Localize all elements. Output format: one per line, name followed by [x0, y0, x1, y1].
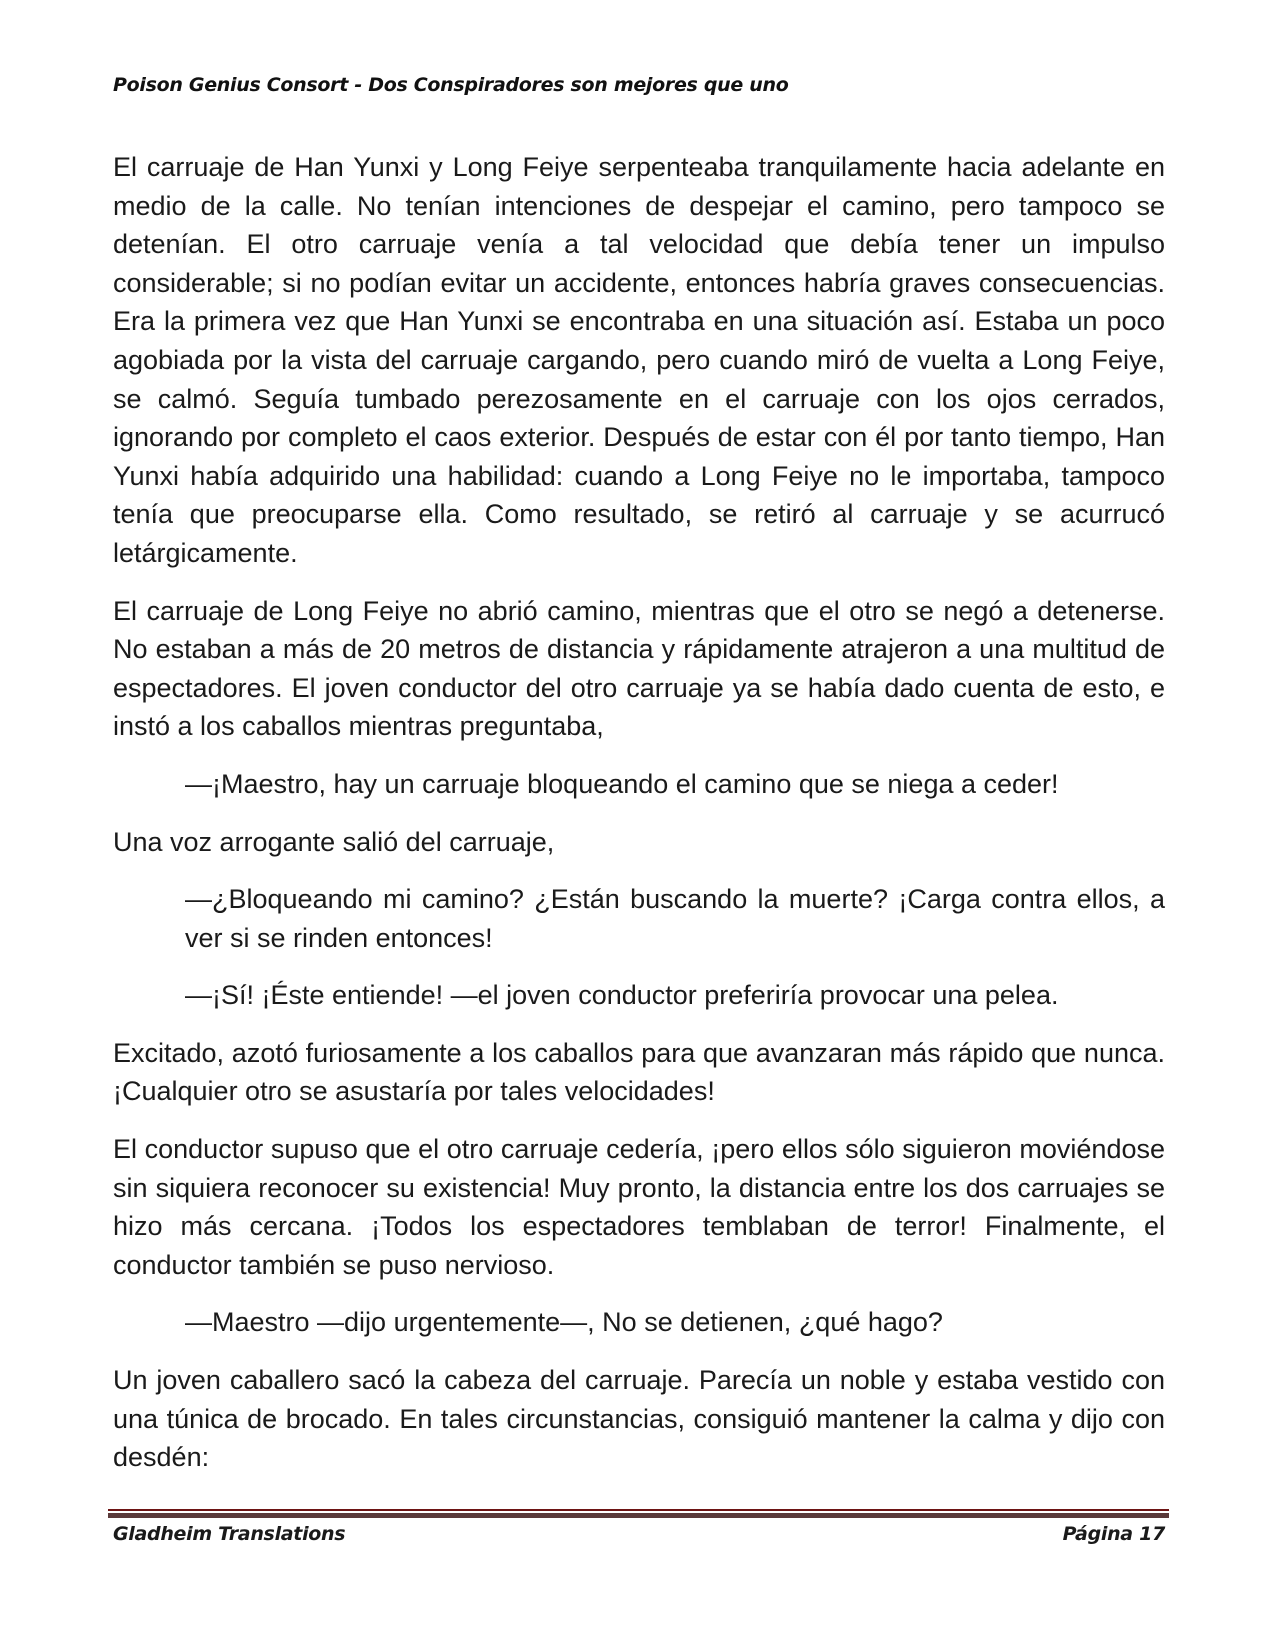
- dialogue-line: —Maestro —dijo urgentemente—, No se detienen, ¿qué hago?: [185, 1307, 943, 1338]
- dialogue-line: —¡Maestro, hay un carruaje bloqueando el camino que se niega a ceder!: [185, 768, 1059, 799]
- document-body: [113, 148, 1165, 1496]
- footer-divider-thick: [108, 1513, 1169, 1518]
- footer-page-number: Página 17: [1062, 1523, 1165, 1545]
- paragraph: El conductor supuso que el otro carruaje cedería, ¡pero ellos sólo siguieron moviéndose sin siquiera reconocer su existencia! Muy pronto, la distancia entre los dos carruajes se hizo más cercana. ¡Todos los espectadores temblaban de terror! Finalmente, el conductor también se puso nervioso.: [113, 1134, 1165, 1280]
- footer-publisher: Gladheim Translations: [113, 1523, 346, 1545]
- paragraph: El carruaje de Long Feiye no abrió camino, mientras que el otro se negó a detenerse. No estaban a más de 20 metros de distancia y rápidamente atrajeron a una multitud de espectadores. El joven conductor del otro carruaje ya se había dado cuenta de esto, e instó a los caballos mientras preguntaba,: [113, 595, 1165, 742]
- dialogue-line: —¿Bloqueando mi camino? ¿Están buscando la muerte? ¡Carga contra ellos, a ver si se rinden entonces!: [185, 884, 1165, 953]
- page-header-title: Poison Genius Consort - Dos Conspiradores son mejores que uno: [113, 74, 789, 96]
- paragraph: Un joven caballero sacó la cabeza del carruaje. Parecía un noble y estaba vestido con una túnica de brocado. En tales circunstancias, consiguió mantener la calma y dijo con desdén:: [113, 1365, 1165, 1473]
- paragraph: Excitado, azotó furiosamente a los caballos para que avanzaran más rápido que nunca. ¡Cualquier otro se asustaría por tales velocidades!: [113, 1037, 1165, 1107]
- paragraph: Una voz arrogante salió del carruaje,: [113, 826, 555, 857]
- paragraph: El carruaje de Han Yunxi y Long Feiye serpenteaba tranquilamente hacia adelante en medio de la calle. No tenían intenciones de despejar el camino, pero tampoco se detenían. El otro carruaje venía a tal velocidad que debía tener un impulso considerable; si no podían evitar un accidente, entonces habría graves consecuencias. Era la primera vez que Han Yunxi se encontraba en una situación así. Estaba un poco agobiada por la vista del carruaje cargando, pero cuando miró de vuelta a Long Feiye, se calmó. Seguía tumbado perezosamente en el carruaje con los ojos cerrados, ignorando por completo el caos exterior. Después de estar con él por tanto tiempo, Han Yunxi había adquirido una habilidad: cuando a Long Feiye no le importaba, tampoco tenía que preocuparse ella. Como resultado, se retiró al carruaje y se acurrucó letárgicamente.: [113, 152, 1165, 568]
- dialogue-line: —¡Sí! ¡Éste entiende! —el joven conductor preferiría provocar una pelea.: [185, 980, 1059, 1011]
- footer-divider-thin: [108, 1509, 1169, 1511]
